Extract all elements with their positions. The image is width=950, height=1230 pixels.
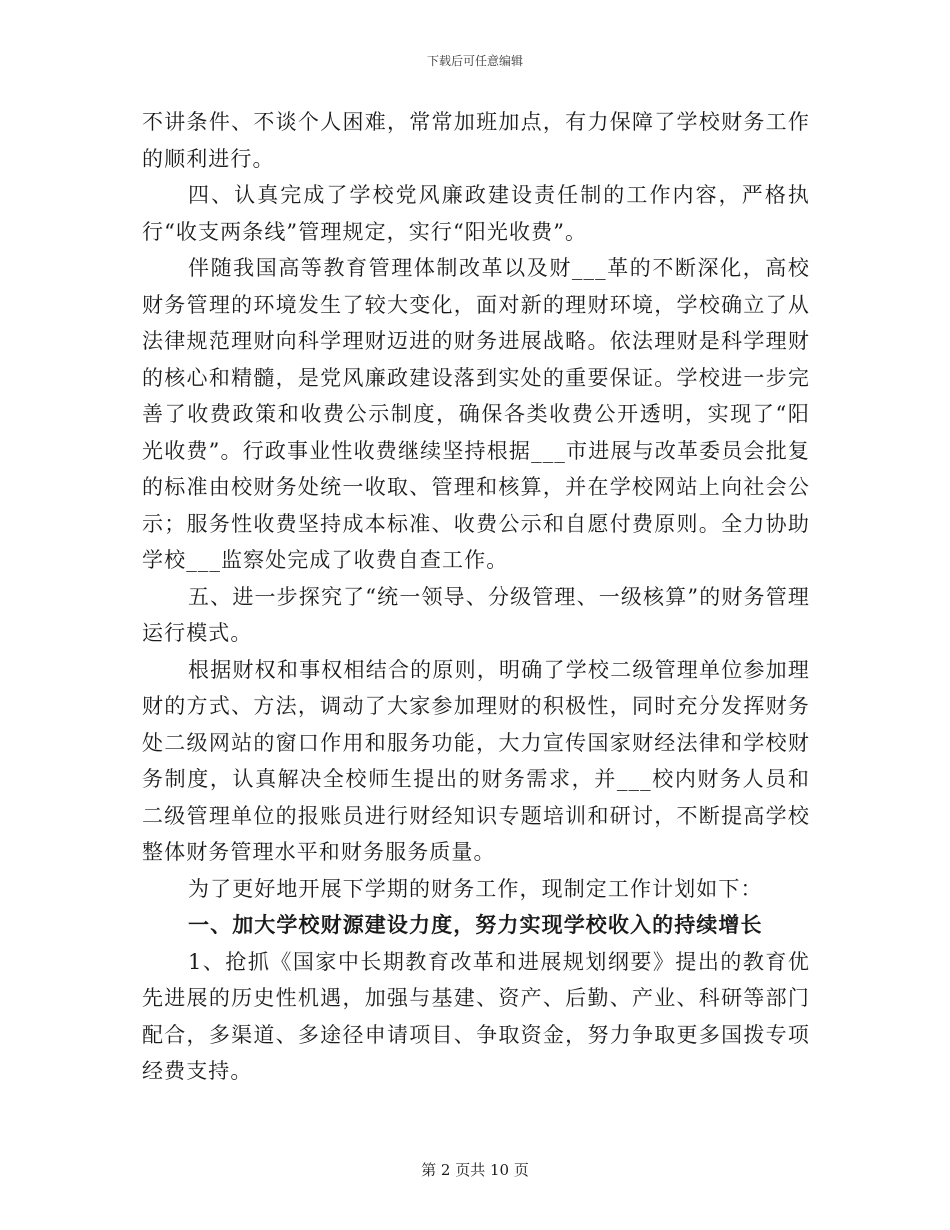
section-heading-one: 一、加大学校财源建设力度，努力实现学校收入的持续增长 xyxy=(188,913,763,937)
paragraph-section-five: 五、进一步探究了“统一领导、分级管理、一级核算”的财务管理运行模式。 xyxy=(142,584,810,645)
paragraph-section-four: 四、认真完成了学校党风廉政建设责任制的工作内容，严格执行“收支两条线”管理规定，实行“阳光收费”。 xyxy=(142,183,810,244)
document-body xyxy=(142,104,810,1090)
paragraph-item-one: 1、抢抓《国家中长期教育改革和进展规划纲要》提出的教育优先进展的历史性机遇，加强与基建、资产、后勤、产业、科研等部门配合，多渠道、多途径申请项目、争取资金，努力争取更多国拨专项经费支持。 xyxy=(142,949,810,1083)
page-header: 下载后可任意编辑 xyxy=(426,54,523,68)
paragraph-management-principle: 根据财权和事权相结合的原则，明确了学校二级管理单位参加理财的方式、方法，调动了大家参加理财的积极性，同时充分发挥财务处二级网站的窗口作用和服务功能，大力宣传国家财经法律和学校财务制度，认真解决全校师生提出的财务需求，并___校内财务人员和二级管理单位的报账员进行财经知识专题培训和研讨，不断提高学校整体财务管理水平和财务服务质量。 xyxy=(142,657,810,864)
paragraph-fee-reform: 伴随我国高等教育管理体制改革以及财___革的不断深化，高校财务管理的环境发生了较大变化，面对新的理财环境，学校确立了从法律规范理财向科学理财迈进的财务进展战略。依法理财是科学理财的核心和精髓，是党风廉政建设落到实处的重要保证。学校进一步完善了收费政策和收费公示制度，确保各类收费公开透明，实现了“阳光收费”。行政事业性收费继续坚持根据___市进展与改革委员会批复的标准由校财务处统一收取、管理和核算，并在学校网站上向社会公示；服务性收费坚持成本标准、收费公示和自愿付费原则。全力协助学校___监察处完成了收费自查工作。 xyxy=(142,256,810,572)
paragraph-continuation: 不讲条件、不谈个人困难，常常加班加点，有力保障了学校财务工作的顺利进行。 xyxy=(142,110,810,171)
paragraph-plan-intro: 为了更好地开展下学期的财务工作，现制定工作计划如下： xyxy=(188,876,763,901)
page-number: 第 2 页共 10 页 xyxy=(421,1161,529,1179)
